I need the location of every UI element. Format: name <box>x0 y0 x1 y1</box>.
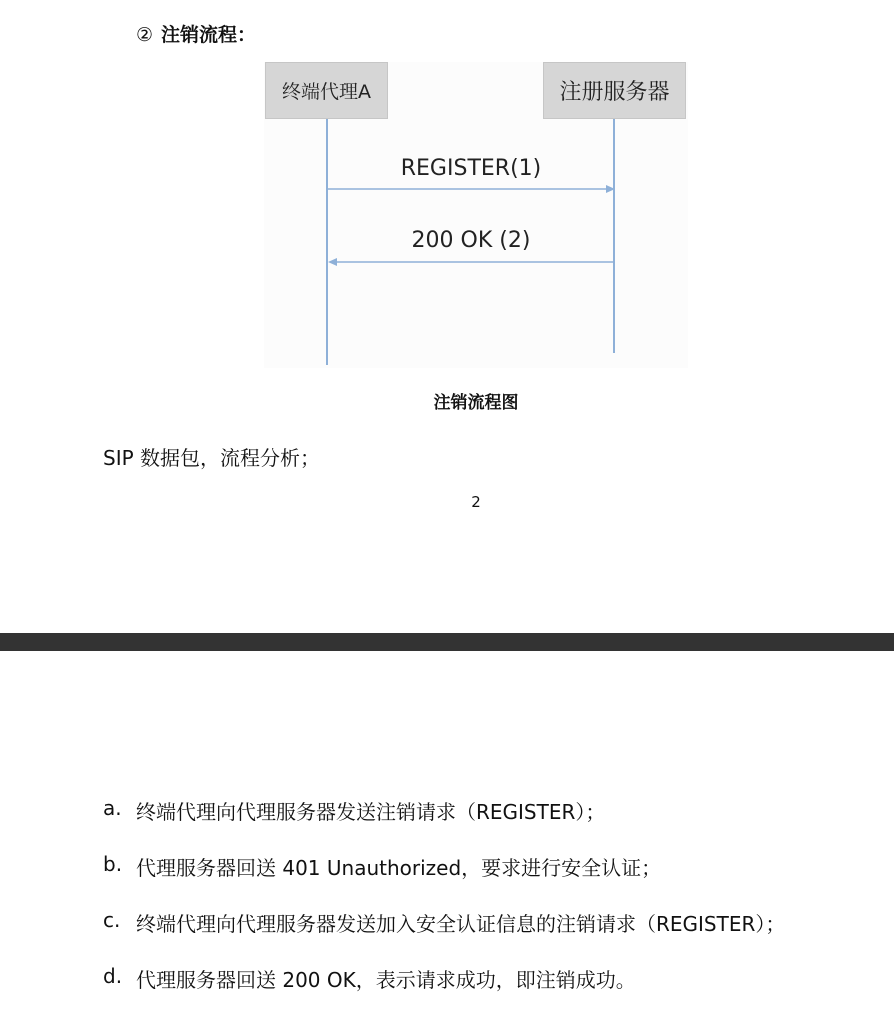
step-list <box>103 796 785 1020</box>
figure-caption: 注销流程图 <box>433 393 519 413</box>
step-item <box>103 796 785 852</box>
step-item <box>103 964 785 1020</box>
participant-registrar-box: 注册服务器 <box>543 62 686 119</box>
section-number: ② <box>136 24 154 46</box>
step-marker: b. <box>103 852 123 876</box>
step-text: 终端代理向代理服务器发送注销请求（REGISTER）； <box>136 800 606 824</box>
step-text: 代理服务器回送 200 OK，表示请求成功，即注销成功。 <box>136 968 636 992</box>
step-item <box>103 908 785 964</box>
section-heading <box>136 20 256 47</box>
message-200ok-arrow <box>328 258 614 266</box>
message-register-arrow <box>327 185 615 193</box>
page-number: 2 <box>471 493 481 511</box>
step-text: 终端代理向代理服务器发送加入安全认证信息的注销请求（REGISTER）； <box>136 912 786 936</box>
sequence-diagram <box>264 62 688 368</box>
step-marker: c. <box>103 908 121 932</box>
section-title: 注销流程： <box>161 24 257 46</box>
participant-user-agent-box: 终端代理A <box>265 62 388 119</box>
page-divider <box>0 633 894 651</box>
step-item <box>103 852 785 908</box>
step-marker: d. <box>103 964 123 988</box>
step-text: 代理服务器回送 401 Unauthorized，要求进行安全认证； <box>136 856 662 880</box>
step-marker: a. <box>103 796 122 820</box>
message-register-label: REGISTER(1) <box>400 156 542 181</box>
intro-text: SIP 数据包，流程分析； <box>103 446 321 470</box>
message-200ok-label: 200 OK (2) <box>411 228 531 253</box>
message-arrows <box>264 62 688 368</box>
